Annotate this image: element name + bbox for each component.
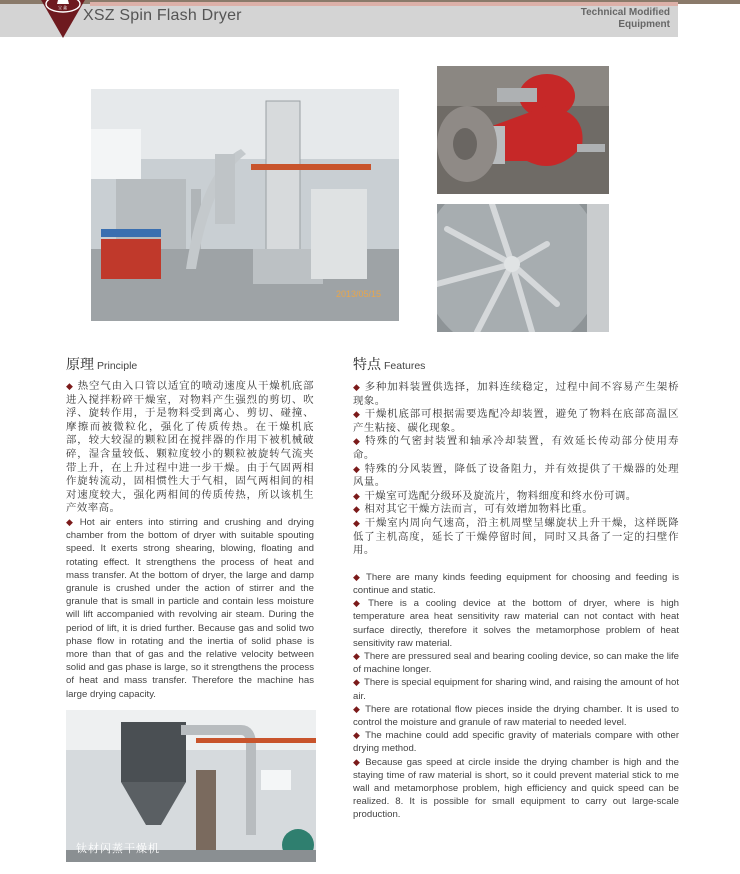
features-title-zh: 特点	[353, 356, 381, 372]
diamond-bullet-icon: ◆	[353, 409, 361, 420]
diamond-bullet-icon: ◆	[353, 463, 361, 474]
header-category-line2: Equipment	[618, 19, 670, 30]
diamond-bullet-icon: ◆	[353, 730, 362, 741]
main-dryer-photo	[91, 89, 399, 321]
diamond-bullet-icon: ◆	[353, 436, 362, 447]
diamond-bullet-icon: ◆	[353, 756, 362, 767]
diamond-bullet-icon: ◆	[353, 677, 360, 688]
principle-text	[66, 380, 314, 701]
diamond-bullet-icon: ◆	[353, 517, 361, 528]
feature-item-zh: ◆ 特殊的气密封装置和轴承冷却装置，有效延长传动部分使用寿命。	[353, 436, 680, 461]
principle-paragraph-zh: ◆ 热空气由入口管以适宜的喷动速度从干燥机底部进入搅拌粉碎干燥室，对物料产生强烈的剪切、吹浮、旋转作用，于是物料受到离心、剪切、碰撞、摩擦而被微粒化，强化了传质传热。在干燥机底部，较大较湿的颗粒团在搅拌器的作用下被机械破碎，湿含量较低、颗粒度较小的颗粒被旋转气流夹带上升，在上升过程中进一步干燥。由于气固两相作旋转流动，固相惯性大于气相，固气两相间的相对速度较大，强化两相间的传质传热，所以该机生产效率高。	[66, 381, 314, 515]
titanium-dryer-photo	[66, 710, 316, 862]
feature-item-en: ◆ There is special equipment for sharing wind, and raising the amount of hot air.	[353, 677, 680, 702]
features-title-en: Features	[384, 360, 426, 372]
feature-item-en: ◆ There are rotational flow pieces inside the drying chamber. It is used to control the moisture and granule of raw material to needed level.	[353, 703, 680, 728]
feature-item-en: ◆ There are many kinds feeding equipment for choosing and feeding is continue and static.	[353, 571, 679, 596]
feature-item-zh: ◆ 干燥机底部可根据需要选配冷却装置，避免了物料在底部高温区产生粘接、碳化现象。	[353, 409, 680, 434]
feature-item-en: ◆ The machine could add specific gravity of materials compare with other drying method.	[353, 730, 680, 755]
header-category	[581, 7, 670, 31]
features-heading	[353, 354, 425, 374]
diamond-bullet-icon: ◆	[353, 490, 361, 501]
feature-item-zh: ◆ 干燥室可选配分级环及旋流片，物料细度和终水份可调。	[353, 490, 637, 502]
diamond-bullet-icon: ◆	[66, 516, 76, 527]
principle-heading	[66, 354, 137, 374]
features-text	[353, 381, 679, 822]
feature-item-zh: ◆ 多种加料装置供选择，加料连续稳定，过程中间不容易产生架桥现象。	[353, 382, 680, 407]
diamond-bullet-icon: ◆	[353, 504, 361, 515]
diamond-bullet-icon: ◆	[66, 381, 74, 391]
feature-item-zh: ◆ 干燥室内周向气速高，沿主机周壁呈螺旋状上升干燥，这样既降低了主机高度，延长了干燥停留时间，同时又具备了一定的扫壁作用。	[353, 517, 680, 557]
header-category-line1: Technical Modified	[580, 7, 670, 18]
header-accent-rule	[90, 2, 678, 6]
diamond-bullet-icon: ◆	[353, 650, 360, 661]
diamond-bullet-icon: ◆	[353, 382, 361, 392]
feature-item-zh: ◆ 特殊的分风装置，降低了设备阻力，并有效提供了干燥器的处理风量。	[353, 463, 680, 489]
feature-item-zh: ◆ 相对其它干燥方法而言，可有效增加物料比重。	[353, 504, 594, 516]
feature-item-en: ◆ Because gas speed at circle inside the drying chamber is high and the staying time of raw material is short, so it could prevent material stick to me wall and metamorphose problem, high efficiency and quick speed can be realized. 8. It is possible for small equipment to carry out large-scale production.	[353, 756, 680, 821]
feature-item-en: ◆ There are pressured seal and bearing cooling device, so can make the life of machine longer.	[353, 650, 680, 676]
photo-date-stamp: 2013/05/15	[336, 289, 382, 299]
photo-caption: 钛材闪蒸干燥机	[76, 843, 160, 855]
feature-item-en: ◆ There is a cooling device at the bottom of dryer, where is high temperature area heat sensitivity raw material can not contact with heat surface directly, therefore it solves the metamorphose problem of heat sensitivity raw material.	[353, 598, 679, 649]
principle-paragraph-en: ◆ Hot air enters into stirring and crushing and drying chamber from the bottom of dryer with suitable spouting speed. It exerts strong shearing, blowing, floating and rotating effect. It strengthens the process of heat and mass transfer. At the bottom of dryer, the large and damp granule is crushed under the action of stirrer and the granule that is small in particle and contain less moisture will lift accompanied with revolving air steam. During the period of lift, it is dried further. Because gas and solid two phase flow in rotating and the inertia of solid phase is more than that of gas and the relative velocity between solid and gas phase is large, so it strengthens the process of heat and mass transfer. Therefore the machine has large drying capacity.	[66, 516, 314, 700]
principle-title-zh: 原理	[66, 356, 94, 372]
spacer	[353, 558, 679, 571]
diamond-bullet-icon: ◆	[353, 598, 365, 609]
diamond-bullet-icon: ◆	[353, 571, 363, 582]
diamond-bullet-icon: ◆	[353, 703, 362, 714]
svg-text:宝 鑫: 宝 鑫	[58, 5, 68, 10]
principle-title-en: Principle	[97, 360, 138, 372]
impeller-blades-photo	[437, 204, 609, 332]
page-title: XSZ Spin Flash Dryer	[83, 7, 242, 24]
rotor-photo	[437, 66, 609, 194]
